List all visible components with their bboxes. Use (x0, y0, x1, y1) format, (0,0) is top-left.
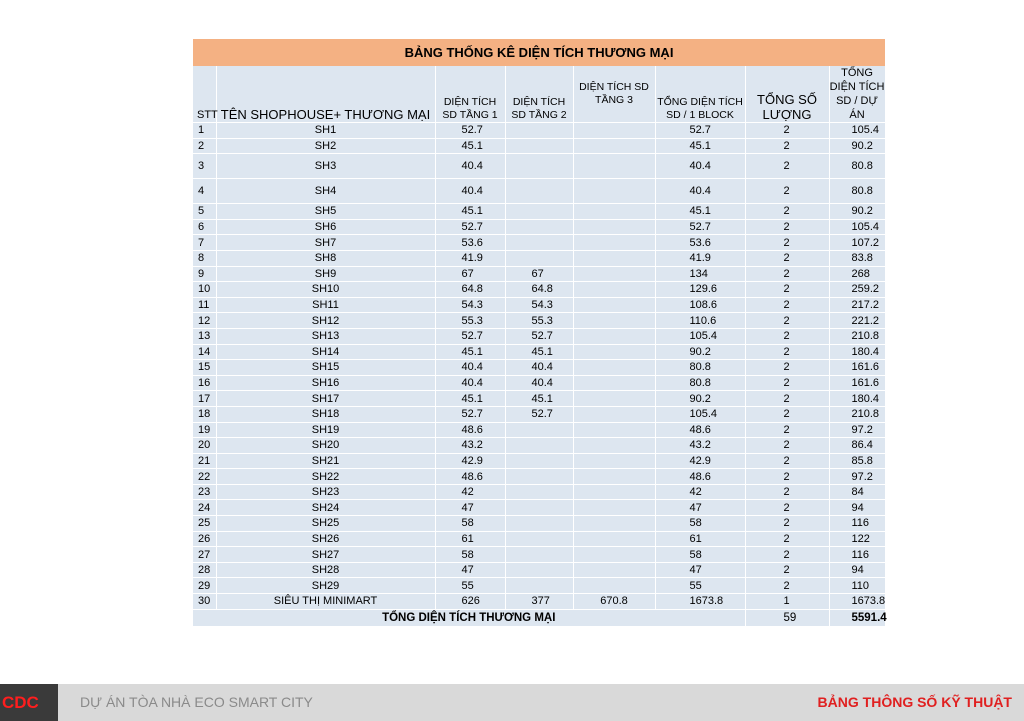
cell-total: 80.8 (829, 154, 885, 179)
cell-total: 116 (829, 516, 885, 532)
spec-title: BẢNG THÔNG SỐ KỸ THUẬT (817, 694, 1012, 710)
cell-count: 2 (745, 516, 829, 532)
cell-floor2: 40.4 (505, 375, 573, 391)
cell-name: SH29 (216, 578, 435, 594)
cell-count: 2 (745, 578, 829, 594)
cell-total: 86.4 (829, 438, 885, 454)
cell-floor3 (573, 562, 655, 578)
cell-stt: 22 (193, 469, 216, 485)
cell-per-block: 42 (655, 484, 745, 500)
cell-per-block: 58 (655, 547, 745, 563)
cell-floor1: 626 (435, 594, 505, 610)
company-logo: CDC (0, 684, 58, 721)
cell-per-block: 45.1 (655, 138, 745, 154)
table-row (193, 453, 885, 469)
table-row (193, 266, 885, 282)
cell-floor1: 58 (435, 547, 505, 563)
cell-count: 2 (745, 266, 829, 282)
cell-total: 94 (829, 500, 885, 516)
cell-per-block: 52.7 (655, 123, 745, 139)
cell-floor1: 47 (435, 500, 505, 516)
cell-floor2 (505, 484, 573, 500)
total-row (193, 609, 885, 626)
cell-per-block: 110.6 (655, 313, 745, 329)
cell-count: 2 (745, 235, 829, 251)
table-row (193, 578, 885, 594)
cell-per-block: 40.4 (655, 179, 745, 204)
cell-per-block: 129.6 (655, 282, 745, 298)
cell-count: 2 (745, 391, 829, 407)
cell-floor1: 42.9 (435, 453, 505, 469)
cell-per-block: 105.4 (655, 406, 745, 422)
table-row (193, 204, 885, 220)
cell-name: SH1 (216, 123, 435, 139)
area-statistics-table (193, 39, 885, 627)
cell-total: 268 (829, 266, 885, 282)
total-count: 59 (745, 609, 829, 626)
cell-stt: 6 (193, 219, 216, 235)
table-row (193, 250, 885, 266)
cell-floor2 (505, 531, 573, 547)
cell-floor3 (573, 578, 655, 594)
cell-total: 105.4 (829, 219, 885, 235)
cell-floor3 (573, 154, 655, 179)
cell-floor2 (505, 179, 573, 204)
table-row (193, 391, 885, 407)
header-name: TÊN SHOPHOUSE+ THƯƠNG MẠI (216, 66, 435, 123)
cell-floor2: 45.1 (505, 344, 573, 360)
data-table (193, 66, 886, 627)
cell-count: 2 (745, 438, 829, 454)
cell-stt: 16 (193, 375, 216, 391)
cell-floor1: 41.9 (435, 250, 505, 266)
table-row (193, 469, 885, 485)
table-row (193, 594, 885, 610)
cell-stt: 25 (193, 516, 216, 532)
cell-floor3 (573, 204, 655, 220)
cell-stt: 18 (193, 406, 216, 422)
cell-total: 1673.8 (829, 594, 885, 610)
cell-count: 2 (745, 547, 829, 563)
cell-per-block: 47 (655, 500, 745, 516)
cell-floor3 (573, 235, 655, 251)
cell-floor2 (505, 219, 573, 235)
cell-floor2: 45.1 (505, 391, 573, 407)
cell-per-block: 90.2 (655, 344, 745, 360)
cell-floor3 (573, 313, 655, 329)
cell-count: 2 (745, 375, 829, 391)
cell-stt: 7 (193, 235, 216, 251)
cell-stt: 27 (193, 547, 216, 563)
cell-floor2: 67 (505, 266, 573, 282)
cell-count: 2 (745, 469, 829, 485)
cell-name: SH2 (216, 138, 435, 154)
cell-floor2: 377 (505, 594, 573, 610)
table-row (193, 484, 885, 500)
cell-count: 2 (745, 179, 829, 204)
table-body (193, 123, 885, 610)
cell-stt: 2 (193, 138, 216, 154)
table-row (193, 313, 885, 329)
cell-count: 2 (745, 328, 829, 344)
cell-floor1: 64.8 (435, 282, 505, 298)
cell-floor3 (573, 500, 655, 516)
cell-floor3 (573, 219, 655, 235)
cell-floor3 (573, 375, 655, 391)
cell-count: 2 (745, 484, 829, 500)
cell-name: SH26 (216, 531, 435, 547)
cell-stt: 13 (193, 328, 216, 344)
cell-name: SH17 (216, 391, 435, 407)
table-row (193, 179, 885, 204)
footer-bar (0, 684, 1024, 721)
cell-total: 90.2 (829, 204, 885, 220)
cell-floor3 (573, 250, 655, 266)
header-floor2: DIỆN TÍCH SD TẦNG 2 (505, 66, 573, 123)
cell-name: SH25 (216, 516, 435, 532)
cell-floor3 (573, 123, 655, 139)
cell-floor2: 52.7 (505, 328, 573, 344)
cell-floor3 (573, 297, 655, 313)
table-row (193, 516, 885, 532)
cell-per-block: 108.6 (655, 297, 745, 313)
cell-name: SH8 (216, 250, 435, 266)
cell-stt: 1 (193, 123, 216, 139)
cell-count: 2 (745, 422, 829, 438)
cell-total: 210.8 (829, 406, 885, 422)
table-row (193, 531, 885, 547)
table-title: BẢNG THỐNG KÊ DIỆN TÍCH THƯƠNG MẠI (193, 39, 885, 66)
cell-stt: 8 (193, 250, 216, 266)
cell-stt: 19 (193, 422, 216, 438)
cell-per-block: 90.2 (655, 391, 745, 407)
cell-count: 2 (745, 313, 829, 329)
cell-name: SH10 (216, 282, 435, 298)
cell-floor3 (573, 282, 655, 298)
cell-floor1: 40.4 (435, 360, 505, 376)
cell-floor1: 48.6 (435, 422, 505, 438)
cell-floor3 (573, 438, 655, 454)
cell-floor1: 40.4 (435, 154, 505, 179)
cell-stt: 4 (193, 179, 216, 204)
cell-floor3 (573, 484, 655, 500)
cell-total: 84 (829, 484, 885, 500)
cell-floor1: 40.4 (435, 179, 505, 204)
cell-count: 2 (745, 219, 829, 235)
cell-floor1: 45.1 (435, 138, 505, 154)
cell-total: 97.2 (829, 422, 885, 438)
cell-floor1: 52.7 (435, 328, 505, 344)
table-row (193, 344, 885, 360)
header-floor1: DIỆN TÍCH SD TẦNG 1 (435, 66, 505, 123)
cell-stt: 29 (193, 578, 216, 594)
cell-floor2 (505, 154, 573, 179)
cell-total: 161.6 (829, 375, 885, 391)
cell-count: 2 (745, 500, 829, 516)
cell-floor1: 55.3 (435, 313, 505, 329)
cell-count: 2 (745, 360, 829, 376)
cell-count: 1 (745, 594, 829, 610)
cell-name: SH14 (216, 344, 435, 360)
table-row (193, 297, 885, 313)
cell-stt: 10 (193, 282, 216, 298)
cell-per-block: 43.2 (655, 438, 745, 454)
cell-floor2 (505, 138, 573, 154)
cell-floor1: 52.7 (435, 123, 505, 139)
table-row (193, 562, 885, 578)
table-row (193, 438, 885, 454)
cell-floor3 (573, 422, 655, 438)
cell-count: 2 (745, 154, 829, 179)
total-area: 5591.4 (829, 609, 885, 626)
cell-total: 210.8 (829, 328, 885, 344)
cell-floor2 (505, 562, 573, 578)
cell-count: 2 (745, 138, 829, 154)
cell-stt: 15 (193, 360, 216, 376)
table-row (193, 375, 885, 391)
cell-name: SH5 (216, 204, 435, 220)
cell-floor3 (573, 344, 655, 360)
cell-floor1: 67 (435, 266, 505, 282)
cell-total: 107.2 (829, 235, 885, 251)
cell-stt: 9 (193, 266, 216, 282)
cell-count: 2 (745, 562, 829, 578)
cell-total: 221.2 (829, 313, 885, 329)
cell-stt: 23 (193, 484, 216, 500)
cell-count: 2 (745, 123, 829, 139)
cell-total: 83.8 (829, 250, 885, 266)
cell-floor1: 40.4 (435, 375, 505, 391)
cell-count: 2 (745, 250, 829, 266)
cell-floor2 (505, 578, 573, 594)
cell-floor2 (505, 469, 573, 485)
cell-floor1: 43.2 (435, 438, 505, 454)
cell-floor2: 64.8 (505, 282, 573, 298)
cell-name: SH22 (216, 469, 435, 485)
table-row (193, 360, 885, 376)
cell-per-block: 58 (655, 516, 745, 532)
cell-floor3 (573, 138, 655, 154)
cell-floor2 (505, 235, 573, 251)
cell-total: 80.8 (829, 179, 885, 204)
cell-name: SH20 (216, 438, 435, 454)
cell-floor1: 45.1 (435, 344, 505, 360)
header-floor3: DIỆN TÍCH SD TẦNG 3 (573, 66, 655, 123)
cell-floor1: 47 (435, 562, 505, 578)
cell-floor1: 52.7 (435, 219, 505, 235)
header-per-block: TỔNG DIỆN TÍCH SD / 1 BLOCK (655, 66, 745, 123)
cell-floor2 (505, 438, 573, 454)
cell-per-block: 134 (655, 266, 745, 282)
cell-name: SH12 (216, 313, 435, 329)
cell-name: SH7 (216, 235, 435, 251)
cell-total: 161.6 (829, 360, 885, 376)
table-row (193, 123, 885, 139)
cell-floor3 (573, 516, 655, 532)
cell-name: SH23 (216, 484, 435, 500)
cell-per-block: 47 (655, 562, 745, 578)
cell-name: SH21 (216, 453, 435, 469)
cell-stt: 17 (193, 391, 216, 407)
table-row (193, 328, 885, 344)
cell-per-block: 1673.8 (655, 594, 745, 610)
table-row (193, 500, 885, 516)
table-row (193, 547, 885, 563)
cell-count: 2 (745, 282, 829, 298)
cell-per-block: 40.4 (655, 154, 745, 179)
table-row (193, 422, 885, 438)
cell-floor2 (505, 123, 573, 139)
cell-name: SIÊU THỊ MINIMART (216, 594, 435, 610)
cell-floor2: 54.3 (505, 297, 573, 313)
cell-count: 2 (745, 344, 829, 360)
cell-stt: 3 (193, 154, 216, 179)
cell-floor2 (505, 547, 573, 563)
cell-floor3 (573, 360, 655, 376)
table-row (193, 154, 885, 179)
cell-name: SH27 (216, 547, 435, 563)
cell-floor2 (505, 453, 573, 469)
cell-floor1: 53.6 (435, 235, 505, 251)
cell-total: 105.4 (829, 123, 885, 139)
cell-per-block: 55 (655, 578, 745, 594)
cell-floor3 (573, 531, 655, 547)
cell-per-block: 48.6 (655, 469, 745, 485)
cell-total: 180.4 (829, 344, 885, 360)
cell-count: 2 (745, 453, 829, 469)
cell-count: 2 (745, 531, 829, 547)
cell-floor1: 58 (435, 516, 505, 532)
header-total: TỔNG DIỆN TÍCH SD / DỰ ÁN (829, 67, 885, 121)
header-count: TỔNG SỐ LƯỢNG (745, 66, 829, 123)
cell-per-block: 45.1 (655, 204, 745, 220)
cell-total: 259.2 (829, 282, 885, 298)
cell-stt: 14 (193, 344, 216, 360)
cell-floor1: 55 (435, 578, 505, 594)
cell-per-block: 61 (655, 531, 745, 547)
cell-floor1: 52.7 (435, 406, 505, 422)
cell-floor3 (573, 547, 655, 563)
cell-per-block: 48.6 (655, 422, 745, 438)
cell-floor1: 61 (435, 531, 505, 547)
cell-total: 97.2 (829, 469, 885, 485)
cell-per-block: 41.9 (655, 250, 745, 266)
cell-per-block: 105.4 (655, 328, 745, 344)
cell-stt: 24 (193, 500, 216, 516)
cell-floor3 (573, 406, 655, 422)
cell-per-block: 80.8 (655, 375, 745, 391)
cell-total: 110 (829, 578, 885, 594)
cell-floor3 (573, 179, 655, 204)
table-row (193, 235, 885, 251)
cell-floor2 (505, 500, 573, 516)
cell-per-block: 42.9 (655, 453, 745, 469)
cell-per-block: 53.6 (655, 235, 745, 251)
cell-total: 90.2 (829, 138, 885, 154)
cell-floor1: 48.6 (435, 469, 505, 485)
cell-stt: 20 (193, 438, 216, 454)
cell-stt: 5 (193, 204, 216, 220)
cell-stt: 12 (193, 313, 216, 329)
cell-name: SH4 (216, 179, 435, 204)
table-row (193, 138, 885, 154)
cell-floor3 (573, 453, 655, 469)
cell-total: 122 (829, 531, 885, 547)
cell-count: 2 (745, 297, 829, 313)
cell-floor2 (505, 250, 573, 266)
cell-floor3 (573, 469, 655, 485)
cell-total: 180.4 (829, 391, 885, 407)
cell-name: SH18 (216, 406, 435, 422)
cell-stt: 28 (193, 562, 216, 578)
cell-floor1: 42 (435, 484, 505, 500)
cell-count: 2 (745, 204, 829, 220)
cell-per-block: 52.7 (655, 219, 745, 235)
cell-floor3 (573, 328, 655, 344)
cell-count: 2 (745, 406, 829, 422)
cell-per-block: 80.8 (655, 360, 745, 376)
table-row (193, 406, 885, 422)
cell-name: SH3 (216, 154, 435, 179)
cell-floor1: 45.1 (435, 391, 505, 407)
table-row (193, 219, 885, 235)
cell-name: SH16 (216, 375, 435, 391)
cell-stt: 11 (193, 297, 216, 313)
cell-floor2 (505, 204, 573, 220)
cell-name: SH24 (216, 500, 435, 516)
cell-stt: 30 (193, 594, 216, 610)
cell-floor1: 54.3 (435, 297, 505, 313)
cell-floor3: 670.8 (573, 594, 655, 610)
cell-total: 94 (829, 562, 885, 578)
cell-stt: 26 (193, 531, 216, 547)
cell-name: SH6 (216, 219, 435, 235)
cell-floor2: 55.3 (505, 313, 573, 329)
cell-name: SH19 (216, 422, 435, 438)
cell-floor2 (505, 422, 573, 438)
cell-name: SH28 (216, 562, 435, 578)
cell-name: SH11 (216, 297, 435, 313)
project-name: DỰ ÁN TÒA NHÀ ECO SMART CITY (80, 694, 313, 710)
cell-floor3 (573, 266, 655, 282)
cell-total: 85.8 (829, 453, 885, 469)
total-label: TỔNG DIỆN TÍCH THƯƠNG MẠI (193, 609, 745, 626)
header-stt: STT (193, 66, 216, 123)
cell-total: 116 (829, 547, 885, 563)
cell-name: SH15 (216, 360, 435, 376)
cell-total: 217.2 (829, 297, 885, 313)
cell-floor2: 40.4 (505, 360, 573, 376)
cell-floor2: 52.7 (505, 406, 573, 422)
cell-stt: 21 (193, 453, 216, 469)
cell-name: SH9 (216, 266, 435, 282)
cell-floor3 (573, 391, 655, 407)
cell-floor1: 45.1 (435, 204, 505, 220)
cell-name: SH13 (216, 328, 435, 344)
table-row (193, 282, 885, 298)
cell-floor2 (505, 516, 573, 532)
